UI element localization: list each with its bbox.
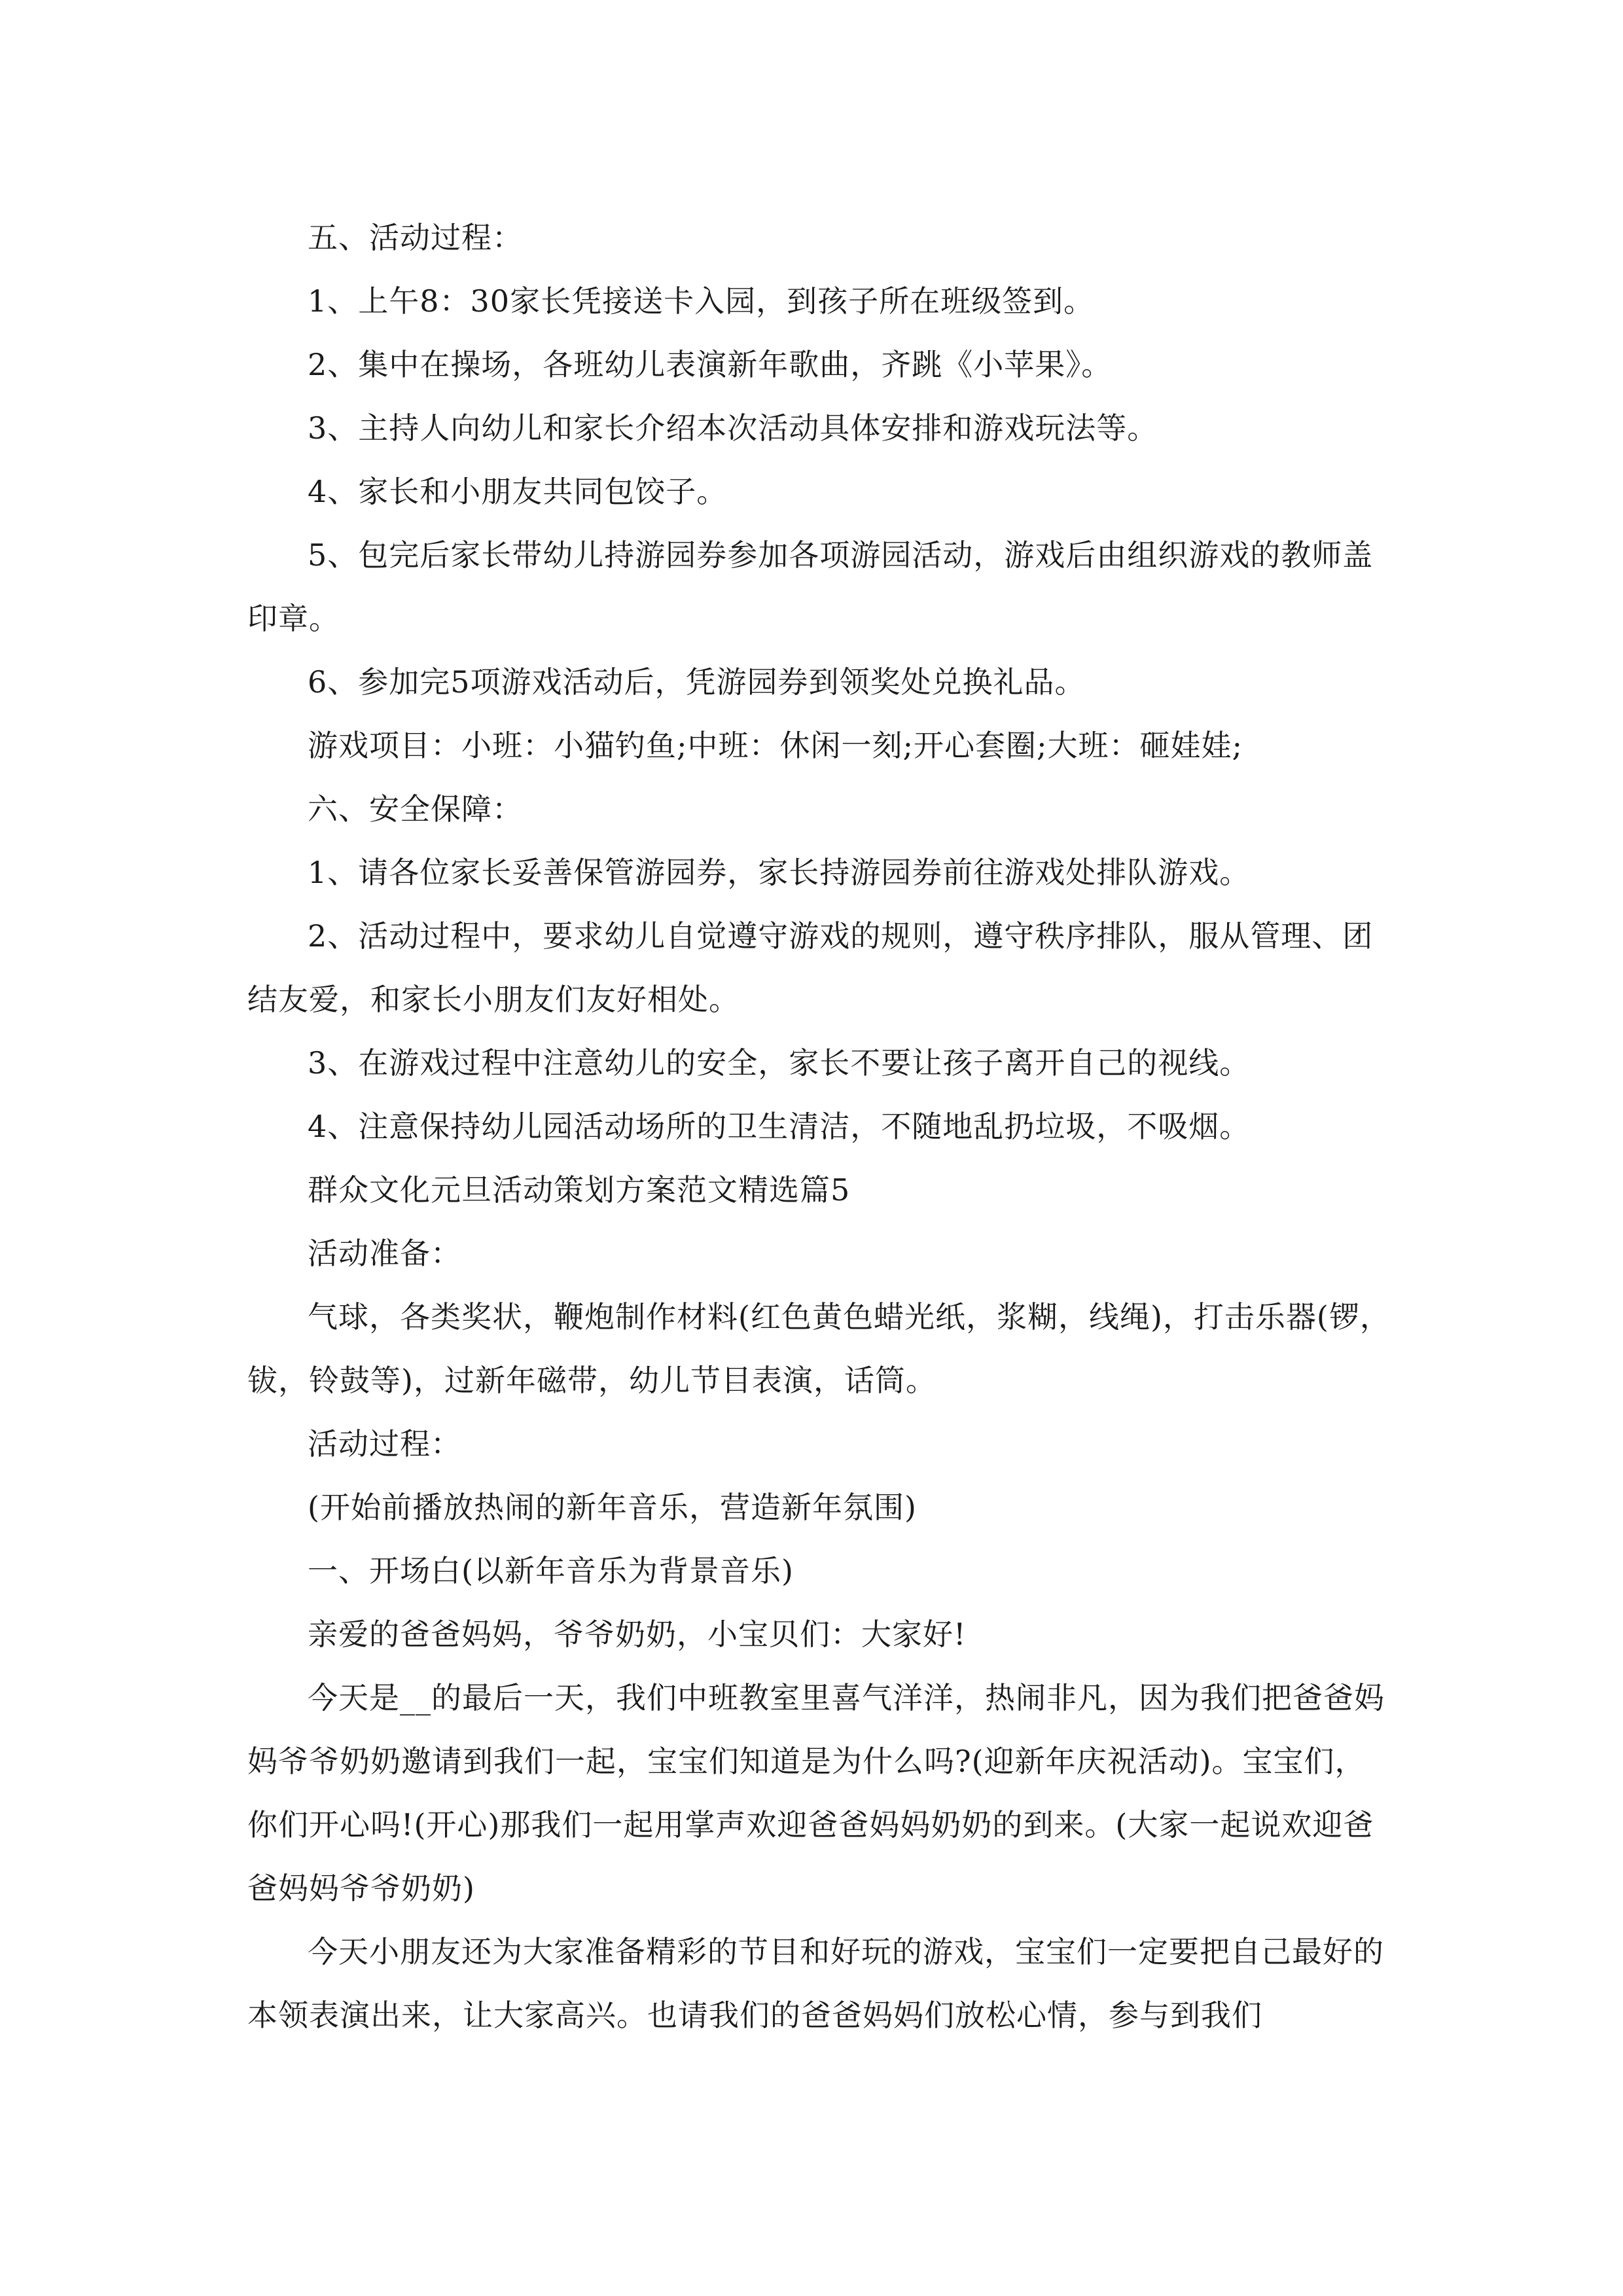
paragraph: 4、家长和小朋友共同包饺子。 <box>308 474 728 509</box>
heading-opening: 一、开场白(以新年音乐为背景音乐) <box>308 1553 794 1588</box>
paragraph: 6、参加完5项游戏活动后，凭游园券到领奖处兑换礼品。 <box>308 664 1086 700</box>
paragraph: 游戏项目：小班：小猫钓鱼;中班：休闲一刻;开心套圈;大班：砸娃娃; <box>308 728 1243 763</box>
paragraph: 2、活动过程中，要求幼儿自觉遵守游戏的规则，遵守秩序排队，服从管理、团结友爱，和家长小朋友们友好相处。 <box>247 918 1374 1017</box>
paragraph: 今天小朋友还为大家准备精彩的节目和好玩的游戏，宝宝们一定要把自己最好的本领表演出来，让大家高兴。也请我们的爸爸妈妈们放松心情，参与到我们 <box>247 1934 1384 2033</box>
paragraph: 亲爱的爸爸妈妈，爷爷奶奶，小宝贝们：大家好! <box>308 1617 967 1652</box>
paragraph: 3、在游戏过程中注意幼儿的安全，家长不要让孩子离开自己的视线。 <box>308 1045 1251 1081</box>
heading-safety: 六、安全保障： <box>308 791 523 827</box>
paragraph: 3、主持人向幼儿和家长介绍本次活动具体安排和游戏玩法等。 <box>308 410 1158 446</box>
heading-activity-process: 五、活动过程： <box>308 220 523 255</box>
paragraph: 今天是__的最后一天，我们中班教室里喜气洋洋，热闹非凡，因为我们把爸爸妈妈爷爷奶奶邀请到我们一起，宝宝们知道是为什么吗?(迎新年庆祝活动)。宝宝们，你们开心吗!(开心)那我们一起用掌声欢迎爸爸妈妈奶奶的到来。(大家一起说欢迎爸爸妈妈爷爷奶奶) <box>247 1680 1385 1906</box>
paragraph: 气球，各类奖状，鞭炮制作材料(红色黄色蜡光纸，浆糊，线绳)，打击乐器(锣，钹，铃鼓等)，过新年磁带，幼儿节目表演，话筒。 <box>247 1299 1391 1398</box>
paragraph: (开始前播放热闹的新年音乐，营造新年氛围) <box>308 1490 917 1525</box>
paragraph: 1、请各位家长妥善保管游园券，家长持游园券前往游戏处排队游戏。 <box>308 855 1251 890</box>
document-body <box>247 206 1394 2047</box>
paragraph: 5、包完后家长带幼儿持游园券参加各项游园活动，游戏后由组织游戏的教师盖印章。 <box>247 537 1374 636</box>
paragraph: 1、上午8：30家长凭接送卡入园，到孩子所在班级签到。 <box>308 283 1095 319</box>
paragraph: 2、集中在操场，各班幼儿表演新年歌曲，齐跳《小苹果》。 <box>308 347 1113 382</box>
paragraph: 4、注意保持幼儿园活动场所的卫生清洁，不随地乱扔垃圾，不吸烟。 <box>308 1109 1251 1144</box>
section-title: 群众文化元旦活动策划方案范文精选篇5 <box>308 1172 851 1208</box>
heading-preparation: 活动准备： <box>308 1236 461 1271</box>
heading-process: 活动过程： <box>308 1426 461 1462</box>
